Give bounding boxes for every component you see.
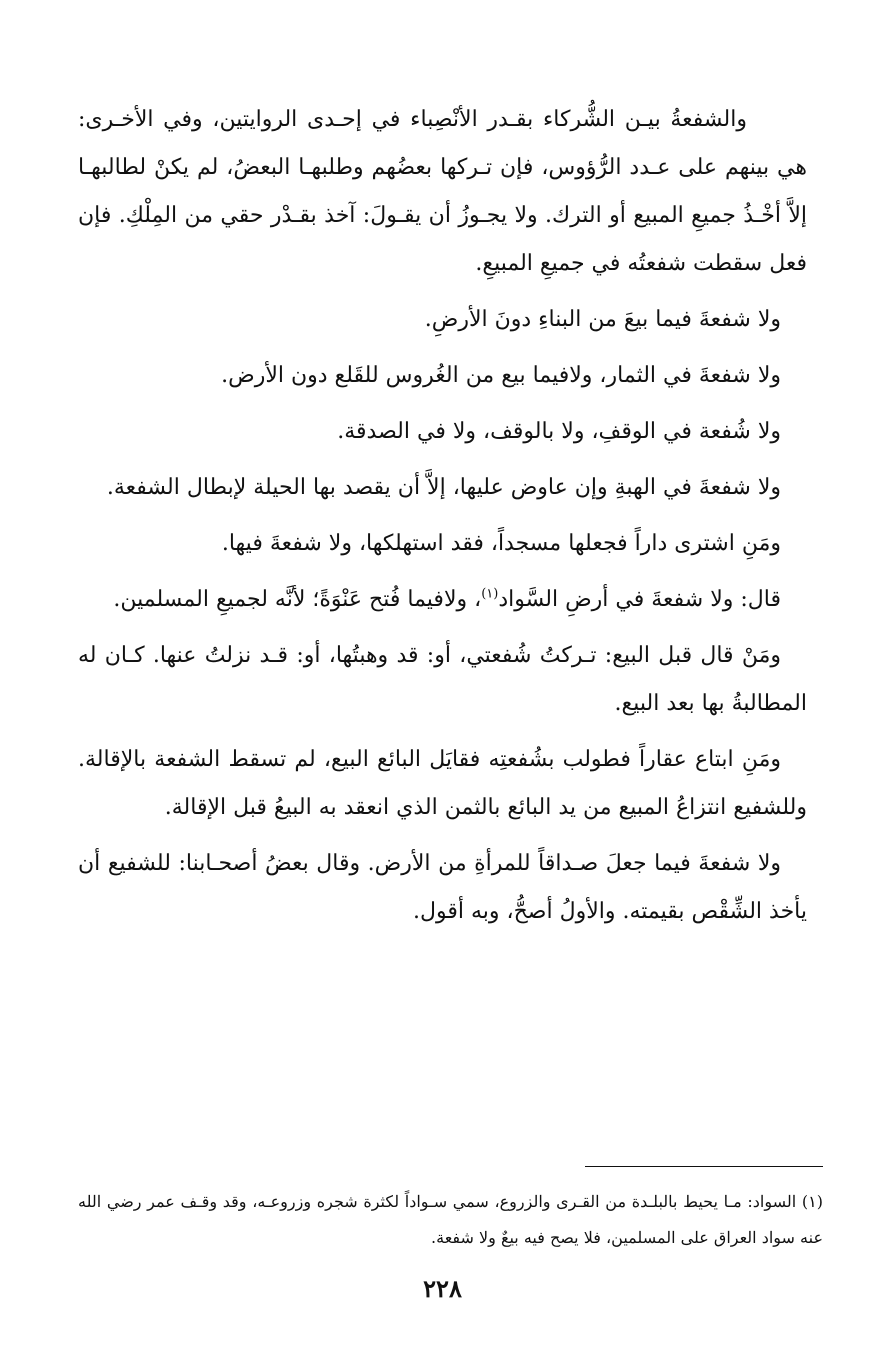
paragraph-sawad [78, 576, 807, 624]
footnote-reference: (١) [481, 586, 499, 602]
page-number: ٢٢٨ [423, 1274, 462, 1303]
footnote-sawad: (١) السواد: مـا يحيط بالبلـدة من القـرى والزروع، سمي سـواداً لكثرة شجره وزروعـه، وقد وقـف عمر رضي الله عنه سواد العراق على المسلمين، فلا يصح فيه بيعٌ ولا شفعة. [78, 1192, 823, 1247]
paragraph-fruits: ولا شفعةَ في الثمار، ولافيما بيع من الغُروس للقَلع دون الأرض. [221, 363, 781, 388]
paragraph-mosque: ومَنِ اشترى داراً فجعلها مسجداً، فقد استهلكها، ولا شفعةَ فيها. [221, 531, 781, 556]
paragraph-gift: ولا شفعةَ في الهبةِ وإن عاوض عليها، إلاَّ أن يقصد بها الحيلة لإبطال الشفعة. [106, 475, 781, 500]
paragraph-building: ولا شفعةَ فيما بيعَ من البناءِ دونَ الأرضِ. [424, 307, 781, 332]
sawad-text-before: قال: ولا شفعةَ في أرضِ السَّواد [498, 587, 781, 612]
paragraph-shares: والشفعةُ بيـن الشُّركاء بقـدر الأنْصِباء في إحـدى الروايتين، وفي الأخـرى: هي بينهم على عـدد الرُّؤوس، فإن تـركها بعضُهم وطلبهـا البعضُ، لم يكنْ لطالبهـا إلاَّ أخْـذُ جميعِ المبيع أو الترك. ولا يجـوزُ أن يقـولَ: آخذ بقـدْر حقي من المِلْكِ. فإن فعل سقطت شفعتُه في جميعِ المبيعِ. [78, 107, 807, 276]
paragraph-dowry: ولا شفعةَ فيما جعلَ صـداقاً للمرأةِ من الأرض. وقال بعضُ أصحـابنا: للشفيع أن يأخذ الشِّقْص بقيمته. والأولُ أصحُّ، وبه أقول. [78, 851, 807, 924]
paragraph-iqala: ومَنِ ابتاع عقاراً فطولب بشُفعتِه فقايَل البائع البيع، لم تسقط الشفعة بالإقالة. وللشفيع انتزاعُ المبيع من يد البائع بالثمن الذي انعقد به البيعُ قبل الإقالة. [78, 747, 807, 820]
footnote-divider [585, 1166, 823, 1167]
footnotes-block [78, 1184, 823, 1256]
sawad-text-after: ، ولافيما فُتح عَنْوَةً؛ لأنَّه لجميعِ المسلمين. [113, 587, 482, 612]
main-text-block [78, 96, 807, 944]
paragraph-waqf: ولا شُفعة في الوقفِ، ولا بالوقف، ولا في الصدقة. [337, 419, 781, 444]
paragraph-waiver: ومَنْ قال قبل البيع: تـركتُ شُفعتي، أو: قد وهبتُها، أو: قـد نزلتُ عنها. كـان له المطالبةُ بها بعد البيع. [78, 643, 807, 716]
